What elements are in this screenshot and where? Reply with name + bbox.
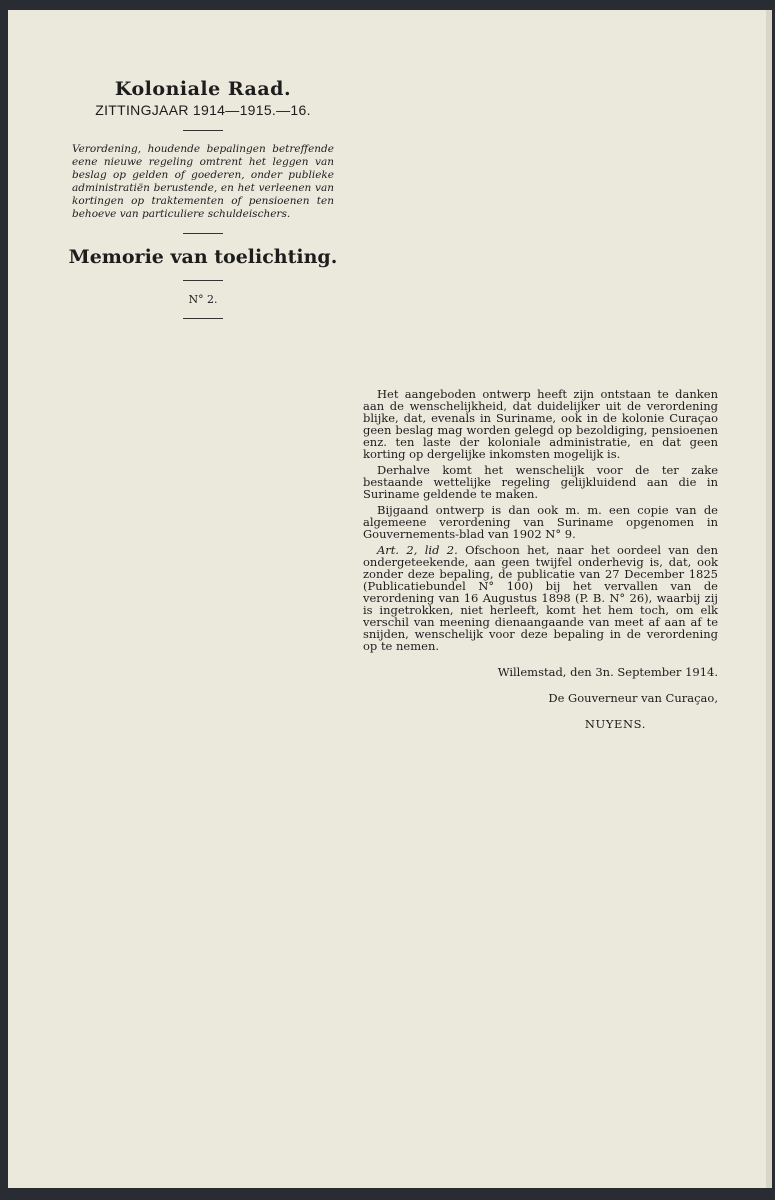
divider	[183, 280, 223, 281]
paragraph-3: Bijgaand ontwerp is dan ook m. m. een copie van de algemeene verordening van Suriname opgenomen in Gouvernements-blad van 1902 N° 9.	[363, 503, 718, 541]
divider	[183, 318, 223, 319]
paragraph-1: Het aangeboden ontwerp heeft zijn ontstaan te danken aan de wenschelijkheid, dat duidelijker uit de verordening blijke, dat, evenals in Suriname, ook in de kolonie Curaçao geen beslag mag worden gelegd op bezoldiging, pensioenen enz. ten laste der koloniale administratie, en dat geen korting op dergelijke inkomsten mogelijk is.	[363, 387, 718, 461]
governor-title: De Gouverneur van Curaçao,	[548, 691, 718, 705]
council-title: Koloniale Raad.	[114, 78, 292, 100]
document-page	[8, 10, 772, 1188]
place-date: Willemstad, den 3n. September 1914.	[497, 665, 718, 679]
paragraph-2: Derhalve komt het wenschelijk voor de ter zake bestaande wettelijke regeling gelijkluidend aan die in Suriname geldende te maken.	[363, 463, 718, 501]
paragraph-4-text: Ofschoon het, naar het oordeel van den ondergeteekende, aan geen twijfel onderhevig is, dat, ook zonder deze bepaling, de publicatie van 27 December 1825 (Publicatiebundel N° 100) bij het vervallen van de verordening van 16 Augustus 1898 (P. B. N° 26), waarbij zij is ingetrokken, niet herleeft, komt het hem toch, om elk verschil van meening dienaangaande van meet af aan af te snijden, wenschelijk voor deze bepaling in de verordening op te nemen.	[363, 543, 719, 653]
article-reference: Art. 2, lid 2.	[377, 543, 458, 557]
signature: NUYENS.	[584, 717, 646, 731]
paragraph-4	[363, 544, 718, 652]
divider	[183, 233, 223, 234]
ordinance-description: Verordening, houdende bepalingen betreffende eene nieuwe regeling omtrent het leggen van beslag op gelden of goederen, onder publieke administratiën berustende, en het verleenen van kortingen op traktementen of pensioenen ten behoeve van particuliere schuldeischers.	[72, 143, 334, 220]
body-column	[363, 388, 718, 730]
memo-title: Memorie van toelichting.	[68, 246, 338, 268]
document-number: N° 2.	[188, 293, 218, 306]
header-column	[68, 78, 338, 331]
divider	[183, 130, 223, 131]
session-year: ZITTINGJAAR 1914—1915.—16.	[95, 102, 311, 118]
